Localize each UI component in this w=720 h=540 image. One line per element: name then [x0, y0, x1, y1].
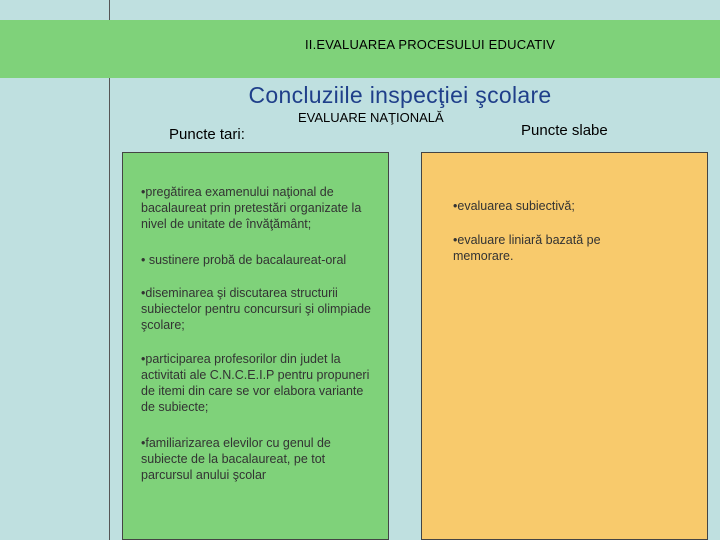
strength-item: •participarea profesorilor din judet la activitati ale C.N.C.E.I.P pentru propuneri de itemi din care se vor elabora variante de subiecte; [141, 352, 370, 414]
national-evaluation-label: EVALUARE NAŢIONALĂ [298, 110, 444, 125]
page-title: Concluziile inspecţiei şcolare [248, 82, 552, 108]
strength-item: • sustinere probă de bacalaureat-oral [141, 253, 347, 267]
weakness-item: •evaluare liniară bazată pe memorare. [453, 233, 601, 263]
strength-item: •diseminarea şi discutarea structurii subiectelor pentru concursuri şi olimpiade şcolare; [141, 286, 371, 332]
section-header: II.EVALUAREA PROCESULUI EDUCATIV [304, 36, 556, 52]
strengths-label: Puncte tari: [169, 126, 245, 143]
weakness-item: •evaluarea subiectivă; [453, 199, 575, 213]
strength-item: •familiarizarea elevilor cu genul de subiecte de la bacalaureat, pe tot parcursul anului şcolar [141, 436, 331, 482]
vertical-divider-line [109, 0, 110, 540]
strength-item: •pregătirea examenului naţional de bacalaureat prin pretestări organizate la nivel de unitate de învăţământ; [141, 185, 362, 231]
weaknesses-label: Puncte slabe [521, 122, 608, 139]
